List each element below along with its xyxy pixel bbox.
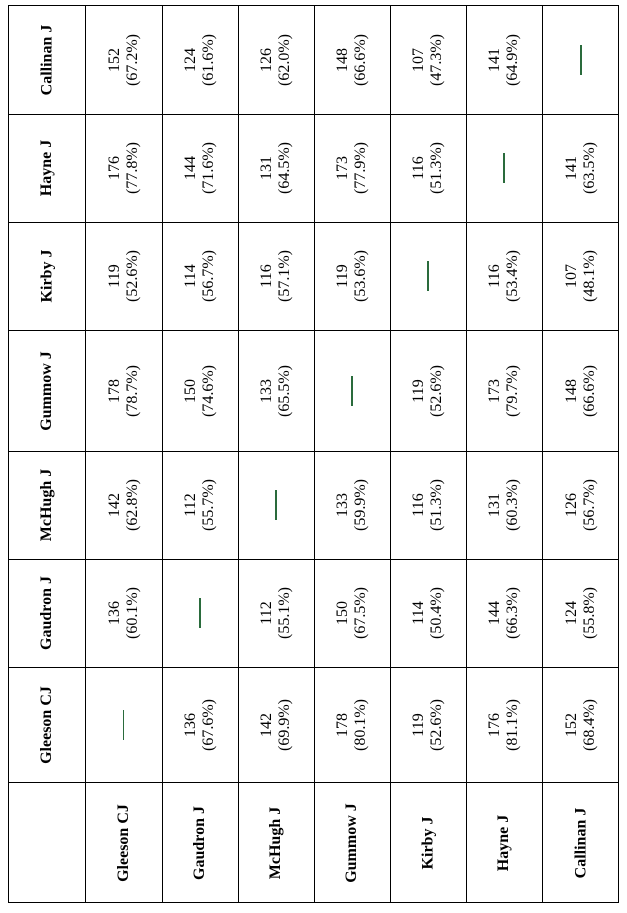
data-cell: [466, 222, 542, 330]
data-cell: [238, 667, 314, 782]
agreement-percent: (55.1%): [275, 587, 293, 639]
agreement-count: 136: [181, 712, 199, 737]
agreement-percent: (63.5%): [580, 142, 598, 194]
agreement-count: 107: [562, 264, 580, 289]
row-label: Gummow J: [343, 803, 360, 883]
agreement-percent: (60.1%): [123, 587, 141, 639]
data-cell: [466, 6, 542, 114]
column-header-label: Kirby J: [37, 249, 55, 303]
agreement-count: 178: [333, 712, 351, 737]
agreement-value: [334, 479, 370, 531]
agreement-value: [182, 479, 218, 531]
data-cell: [390, 451, 466, 559]
agreement-value: [334, 587, 370, 639]
agreement-percent: (77.9%): [351, 142, 369, 194]
data-cell: [162, 451, 238, 559]
row-label-cell: [314, 782, 390, 904]
data-cell: [314, 222, 390, 330]
agreement-count: 152: [562, 712, 580, 737]
agreement-count: 142: [105, 493, 123, 518]
row-label: Kirby J: [418, 816, 436, 870]
agreement-percent: (62.8%): [123, 479, 141, 531]
column-header-label: Gaudron J: [37, 576, 55, 650]
agreement-percent: (79.7%): [503, 364, 521, 417]
agreement-percent: (51.3%): [427, 142, 445, 194]
data-cell: [314, 114, 390, 222]
row-label: Gleeson CJ: [114, 804, 132, 882]
data-cell: [85, 114, 162, 222]
agreement-value: [334, 34, 370, 86]
column-header-label: Gummow J: [38, 350, 55, 431]
data-cell: [390, 667, 466, 782]
column-header-cell: [9, 222, 85, 330]
agreement-percent: (66.6%): [351, 34, 369, 86]
agreement-value: [486, 587, 522, 639]
row-label: Gaudron J: [190, 806, 208, 880]
data-cell: [85, 451, 162, 559]
column-header-cell: [9, 6, 85, 114]
column-header-cell: [9, 451, 85, 559]
agreement-percent: (50.4%): [427, 587, 445, 639]
row-label: Hayne J: [494, 814, 512, 872]
agreement-percent: (77.8%): [123, 142, 141, 194]
agreement-value: [258, 699, 294, 751]
agreement-count: 124: [181, 48, 199, 73]
data-cell: [238, 114, 314, 222]
data-cell: [542, 114, 620, 222]
agreement-percent: (56.7%): [580, 479, 598, 531]
data-cell: [390, 6, 466, 114]
agreement-count: 173: [485, 378, 503, 403]
diagonal-dash-mark: [580, 45, 581, 75]
data-cell: [85, 559, 162, 667]
agreement-count: 136: [105, 601, 123, 626]
row-label-cell: [542, 782, 620, 904]
agreement-percent: (74.6%): [199, 364, 217, 417]
agreement-count: 116: [409, 493, 427, 517]
agreement-percent: (64.9%): [503, 34, 521, 86]
column-header-label: Gleeson CJ: [38, 685, 55, 764]
data-cell: [314, 451, 390, 559]
agreement-value: [334, 699, 370, 751]
agreement-percent: (48.1%): [580, 250, 598, 302]
agreement-value: [410, 587, 446, 639]
agreement-value: [410, 365, 446, 417]
agreement-percent: (78.7%): [123, 364, 141, 417]
agreement-value: [334, 142, 370, 194]
agreement-count: 116: [409, 156, 427, 180]
data-cell: [390, 114, 466, 222]
data-cell: [390, 559, 466, 667]
corner-cell: [9, 782, 85, 904]
agreement-count: 124: [562, 601, 580, 626]
data-cell: [466, 114, 542, 222]
agreement-value: [486, 365, 522, 417]
agreement-count: 119: [409, 378, 427, 403]
data-cell: [542, 451, 620, 559]
data-cell: [162, 330, 238, 451]
agreement-value: [105, 587, 141, 639]
data-cell: [85, 6, 162, 114]
data-cell: [314, 559, 390, 667]
data-cell: [162, 114, 238, 222]
agreement-percent: (62.0%): [275, 34, 293, 86]
agreement-value: [486, 699, 522, 751]
row-label-cell: [162, 782, 238, 904]
agreement-count: 144: [485, 601, 503, 626]
agreement-percent: (47.3%): [427, 34, 445, 86]
agreement-value: [258, 365, 294, 417]
agreement-percent: (55.7%): [199, 479, 217, 531]
diagonal-dash-mark: [123, 710, 124, 740]
agreement-value: [258, 250, 294, 302]
agreement-value: [410, 34, 446, 86]
row-label-cell: [85, 782, 162, 904]
data-cell: [466, 330, 542, 451]
agreement-percent: (53.4%): [503, 250, 521, 302]
data-cell: [162, 222, 238, 330]
agreement-percent: (57.1%): [275, 250, 293, 302]
row-label-cell: [466, 782, 542, 904]
column-header-label: Callinan J: [38, 24, 55, 96]
agreement-count: 119: [105, 264, 123, 288]
agreement-count: 107: [409, 48, 427, 73]
row-label-cell: [238, 782, 314, 904]
agreement-count: 119: [333, 264, 351, 288]
data-cell: [85, 667, 162, 782]
row-label-cell: [390, 782, 466, 904]
diagonal-dash-mark: [503, 153, 504, 183]
agreement-count: 112: [181, 493, 199, 517]
agreement-value: [563, 250, 599, 302]
agreement-value: [105, 365, 141, 417]
agreement-percent: (67.2%): [123, 34, 141, 86]
agreement-percent: (53.6%): [351, 250, 369, 302]
agreement-percent: (52.6%): [123, 250, 141, 302]
agreement-percent: (71.6%): [199, 142, 217, 194]
agreement-value: [182, 142, 218, 194]
agreement-percent: (52.6%): [427, 364, 445, 417]
agreement-value: [182, 34, 218, 86]
agreement-percent: (61.6%): [199, 34, 217, 86]
data-cell: [542, 6, 620, 114]
agreement-percent: (51.3%): [427, 479, 445, 531]
data-cell: [390, 330, 466, 451]
data-cell: [466, 451, 542, 559]
agreement-percent: (66.3%): [503, 587, 521, 639]
data-cell: [542, 667, 620, 782]
agreement-count: 150: [181, 378, 199, 403]
column-header-cell: [9, 330, 85, 451]
agreement-percent: (52.6%): [427, 698, 445, 751]
agreement-percent: (64.5%): [275, 142, 293, 194]
agreement-value: [563, 587, 599, 639]
data-cell: [85, 330, 162, 451]
agreement-value: [105, 142, 141, 194]
agreement-value: [182, 699, 218, 751]
agreement-count: 112: [257, 601, 275, 625]
agreement-percent: (69.9%): [275, 698, 293, 751]
diagonal-dash-mark: [199, 598, 200, 628]
agreement-count: 148: [333, 48, 351, 73]
data-cell: [238, 222, 314, 330]
agreement-value: [486, 250, 522, 302]
agreement-value: [563, 479, 599, 531]
agreement-count: 114: [181, 264, 199, 288]
data-cell: [162, 667, 238, 782]
data-cell: [466, 559, 542, 667]
agreement-count: 176: [105, 156, 123, 181]
data-cell: [542, 330, 620, 451]
data-cell: [162, 559, 238, 667]
column-header-cell: [9, 559, 85, 667]
agreement-count: 116: [257, 264, 275, 288]
data-cell: [390, 222, 466, 330]
agreement-count: 133: [333, 493, 351, 518]
agreement-value: [410, 142, 446, 194]
agreement-value: [486, 34, 522, 86]
data-cell: [542, 559, 620, 667]
data-cell: [238, 451, 314, 559]
agreement-count: 173: [333, 156, 351, 181]
agreement-count: 178: [105, 378, 123, 403]
agreement-value: [182, 365, 218, 417]
agreement-count: 150: [333, 601, 351, 626]
agreement-count: 141: [562, 156, 580, 181]
agreement-count: 144: [181, 156, 199, 181]
data-cell: [238, 330, 314, 451]
diagonal-dash-mark: [427, 261, 428, 291]
agreement-percent: (55.8%): [580, 587, 598, 639]
agreement-count: 142: [257, 712, 275, 737]
diagonal-dash-mark: [351, 376, 352, 406]
agreement-value: [486, 479, 522, 531]
agreement-percent: (56.7%): [199, 250, 217, 302]
agreement-count: 116: [485, 264, 503, 288]
diagonal-dash-mark: [275, 490, 276, 520]
row-label: McHugh J: [266, 806, 284, 880]
data-cell: [314, 667, 390, 782]
agreement-value: [563, 699, 599, 751]
column-header-label: McHugh J: [37, 468, 55, 542]
agreement-count: 114: [409, 601, 427, 625]
column-header-cell: [9, 667, 85, 782]
agreement-value: [258, 142, 294, 194]
data-cell: [314, 330, 390, 451]
agreement-table: [8, 5, 619, 903]
agreement-value: [410, 479, 446, 531]
agreement-value: [563, 365, 599, 417]
row-label: Callinan J: [572, 807, 589, 879]
agreement-percent: (80.1%): [351, 698, 369, 751]
data-cell: [162, 6, 238, 114]
agreement-percent: (60.3%): [503, 479, 521, 531]
agreement-percent: (67.6%): [199, 698, 217, 751]
agreement-count: 131: [257, 156, 275, 181]
agreement-percent: (81.1%): [503, 698, 521, 751]
agreement-count: 126: [257, 48, 275, 73]
agreement-count: 126: [562, 493, 580, 518]
agreement-count: 119: [409, 712, 427, 737]
data-cell: [542, 222, 620, 330]
data-cell: [238, 559, 314, 667]
agreement-value: [334, 250, 370, 302]
agreement-count: 133: [257, 378, 275, 403]
data-cell: [85, 222, 162, 330]
agreement-value: [258, 587, 294, 639]
agreement-percent: (66.6%): [580, 364, 598, 417]
agreement-value: [182, 250, 218, 302]
data-cell: [314, 6, 390, 114]
agreement-percent: (65.5%): [275, 364, 293, 417]
agreement-count: 131: [485, 493, 503, 518]
agreement-value: [563, 142, 599, 194]
agreement-value: [410, 699, 446, 751]
column-header-cell: [9, 114, 85, 222]
agreement-percent: (67.5%): [351, 587, 369, 639]
agreement-value: [258, 34, 294, 86]
agreement-percent: (59.9%): [351, 479, 369, 531]
agreement-value: [105, 479, 141, 531]
agreement-count: 176: [485, 712, 503, 737]
data-cell: [238, 6, 314, 114]
data-cell: [466, 667, 542, 782]
agreement-percent: (68.4%): [580, 698, 598, 751]
agreement-count: 152: [105, 48, 123, 73]
agreement-count: 148: [562, 378, 580, 403]
agreement-value: [105, 34, 141, 86]
agreement-count: 141: [485, 48, 503, 73]
agreement-value: [105, 250, 141, 302]
column-header-label: Hayne J: [37, 139, 55, 197]
